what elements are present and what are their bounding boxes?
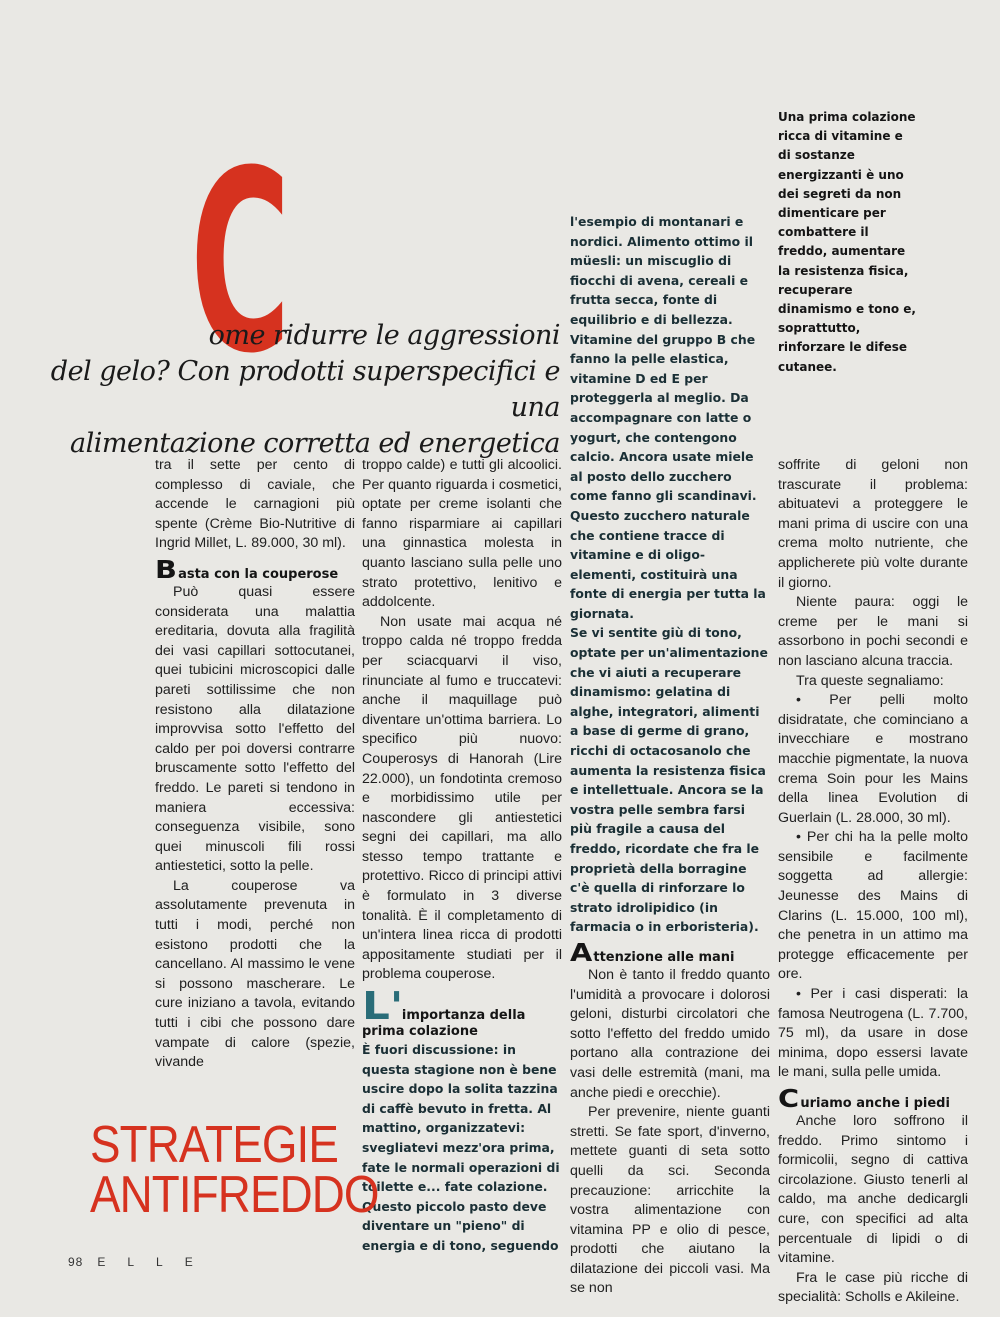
list-item: • Per chi ha la pelle molto sensibile e facilmente soggetta ad allergie: Jeunesse des Mains di Clarins (L. 15.000, 100 ml), che penetra in un attimo ma protegge efficacemente per ore. <box>778 829 968 983</box>
subheading-text: asta con la couperose <box>178 566 339 582</box>
column-4 <box>778 456 968 1308</box>
paragraph: tra il sette per cento di complesso di caviale, che accende le carnagioni più spente (Crème Bio-Nutritive di Ingrid Millet, L. 89.000, 30 ml). <box>155 457 355 552</box>
list-item: • Per pelli molto disidratate, che cominciano a invecchiare e mostrano macchie pigmentate, la nuova crema Soin pour les Mains della linea Evolution di Guerlain (L. 28.000, 30 ml). <box>778 692 968 826</box>
subheading-colazione <box>362 984 562 1040</box>
drop-capital: C <box>190 117 291 408</box>
subheading-mani <box>570 937 770 967</box>
paragraph: Anche loro soffrono il freddo. Primo sintomo i formicolii, segno di cattiva circolazione. Giusto tenerli al caldo, ma anche dedicargli cure, con specifici ad alta percentuale di lipidi o di vitamine. <box>778 1113 968 1267</box>
subheading-text: uriamo anche i piedi <box>800 1096 950 1111</box>
paragraph: Fra le case più ricche di specialità: Scholls e Akileine. <box>778 1269 968 1306</box>
sidebar-intro: Una prima colazione ricca di vitamine e di sostanze energizzanti è uno dei segreti da non dimenticare per combattere il freddo, aumentare la resistenza fisica, recuperare dinamismo e tono e, soprattutto, rinforzare le difese cutanee. <box>778 110 916 374</box>
paragraph: Può quasi essere considerata una malattia ereditaria, dovuta alla fragilità dei vasi capillari sottocutanei, quei tubicini microscopici dalle pareti sottilissime che non resistono alla dilatazione improvvisa sotto l'effetto del caldo per poi doversi contrarre bruscamente sotto l'effetto del freddo. Le pareti si tendono in maniera eccessiva: conseguenza visibile, sono quei minuscoli fili rossi antiestetici, sotto la pelle. <box>155 583 355 875</box>
subheading-couperose <box>155 554 355 584</box>
page-number: 98 <box>68 1255 84 1269</box>
paragraph: Se vi sentite giù di tono, optate per un'alimentazione che vi aiuti a recuperare dinamismo: gelatina di alghe, integratori, alimenti a base di germe di grano, ricchi di octacosanolo che aumenta la resistenza fisica e intellettuale. Ancora se la vostra pelle sembra farsi più fragile a causa del freddo, ricordate che fra le proprietà della borragine c'è quella di rinforzare lo strato idrolipidico (in farmacia o in erboristeria). <box>570 625 768 935</box>
subheading-initial: A <box>570 937 593 967</box>
paragraph: Non usate mai acqua né troppo calda né troppo fredda per sciacquarvi il viso, rinunciate al fumo e truccatevi: anche il maquillage può diventare un'ottima barriera. Lo specifico più nuovo: Couperosys di Hanorah (Lire 22.000), un fondotinta cremoso e morbidissimo utile per nascondere gli antiestetici segni dei capillari, ma allo stesso tempo trattante e protettivo. Ricco di principi attivi è formulato in 3 diverse tonalità. È il completamento di un'intera linea ricca di prodotti appositamente studiati per il problema couperose. <box>362 613 562 983</box>
article-headline <box>50 318 560 462</box>
paragraph: Tra queste segnaliamo: <box>796 672 944 689</box>
paragraph: Non è tanto il freddo quanto l'umidità a provocare i dolorosi geloni, disturbi circolatori che sotto l'effetto del freddo umido portano alla contrazione dei vasi delle estremità (mani, ma anche piedi e orecchie). <box>570 966 770 1101</box>
paragraph: La couperose va assolutamente prevenuta in tutti i modi, perché non esistono prodotti che la cancellano. Al massimo le vene si possono mascherare. Le cure iniziano a tavola, evitando tutti i cibi che possono dare vampate di calore (spezie, vivande <box>155 877 355 1071</box>
headline-line: del gelo? Con prodotti superspecifici e una <box>50 356 560 423</box>
column-2 <box>362 456 562 1256</box>
title-line: ANTIFREDDO <box>90 1166 379 1224</box>
title-line: STRATEGIE <box>90 1116 339 1174</box>
bold-text-block <box>362 1040 562 1256</box>
subheading-text: ttenzione alle mani <box>593 949 735 965</box>
magazine-name: ELLE <box>97 1255 215 1269</box>
subheading-initial: L' <box>362 984 404 1029</box>
column-1 <box>155 456 355 1073</box>
paragraph: È fuori discussione: in questa stagione non è bene uscire dopo la solita tazzina di caffè bevuto in fretta. Al mattino, organizzatevi: svegliatevi mezz'ora prima, fate le normali operazioni di toilette e... fate colazione. Questo piccolo pasto deve diventare un "pieno" di energia e di tono, seguendo <box>362 1042 560 1253</box>
paragraph: Niente paura: oggi le creme per le mani si assorbono in pochi secondi e non lasciano alcuna traccia. <box>778 594 968 669</box>
subheading-initial: B <box>155 554 177 584</box>
headline-line: ome ridurre le aggressioni <box>208 320 560 351</box>
paragraph: l'esempio di montanari e nordici. Alimento ottimo il müesli: un miscuglio di fiocchi di avena, cereali e frutta secca, fonte di equilibrio e di bellezza. Vitamine del gruppo B che fanno la pelle elastica, vitamine D ed E per proteggerla al meglio. Da accompagnare con latte o yogurt, che contengono calcio. Ancora usate miele al posto dello zucchero come fanno gli scandinavi. Questo zucchero naturale che contiene tracce di vitamine e di oligo-elementi, costituirà una fonte di energia per tutta la giornata. <box>570 214 766 621</box>
subheading-piedi <box>778 1084 968 1113</box>
subheading-initial: C <box>778 1084 800 1113</box>
bold-text-block <box>570 212 770 937</box>
list-item: • Per i casi disperati: la famosa Neutrogena (L. 7.700, 75 ml), da usare in dose minima, dopo essersi lavate le mani, sulla pelle umida. <box>778 986 968 1081</box>
section-title <box>90 1116 379 1224</box>
paragraph: troppo calde) e tutti gli alcoolici. Per quanto riguarda i cosmetici, optate per creme isolanti che fanno risparmiare ai capillari una ginnastica molesta in quanto lasciano sulla pelle uno strato protettivo, lenitivo e addolcente. <box>362 457 562 611</box>
headline-line: alimentazione corretta ed energetica <box>70 428 560 459</box>
page-footer <box>68 1255 215 1269</box>
paragraph: Per prevenire, niente guanti stretti. Se fate sport, d'inverno, mettete guanti di seta sotto quelli da sci. Seconda precauzione: arricchite la vostra alimentazione con vitamina PP e olio di pesce, prodotti che aiutano la dilatazione dei piccoli vasi. Ma se non <box>570 1104 770 1297</box>
paragraph: soffrite di geloni non trascurate il problema: abituatevi a proteggere le mani prima di uscire con una crema molto nutriente, che applicherete più volte durante il giorno. <box>778 457 968 591</box>
column-3 <box>570 212 770 1299</box>
subheading-text: importanza della prima colazione <box>362 1008 526 1040</box>
